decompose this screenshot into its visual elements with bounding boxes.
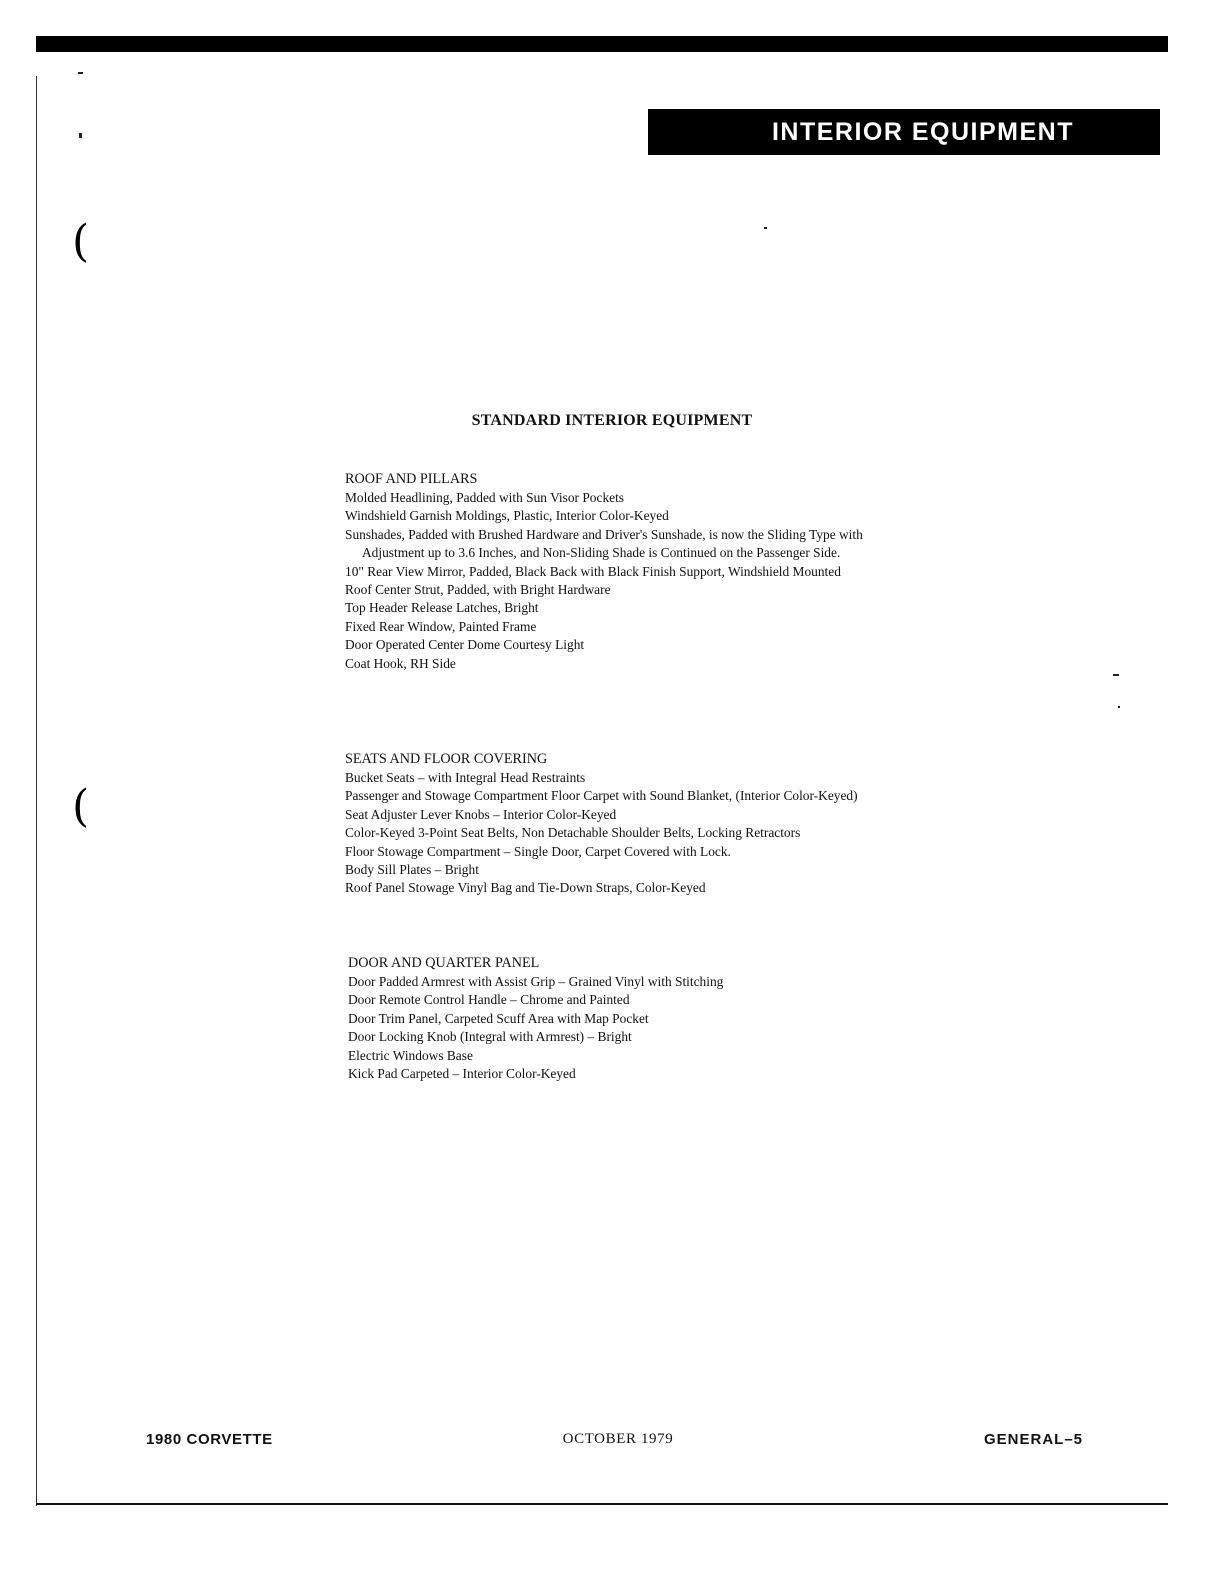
section-roof-and-pillars [345, 470, 945, 673]
section-header-banner [648, 109, 1160, 155]
left-margin-rule [36, 76, 37, 1506]
list-item: Roof Panel Stowage Vinyl Bag and Tie-Down Straps, Color-Keyed [345, 880, 706, 896]
section-door-and-quarter-panel [348, 954, 948, 1083]
list-item: Passenger and Stowage Compartment Floor Carpet with Sound Blanket, (Interior Color-Keyed) [345, 788, 858, 804]
top-border-bar [36, 36, 1168, 52]
list-item: 10" Rear View Mirror, Padded, Black Back with Black Finish Support, Windshield Mounted [345, 563, 841, 579]
list-item: Door Remote Control Handle – Chrome and Painted [348, 992, 630, 1008]
bottom-border-rule [36, 1503, 1168, 1505]
list-item: Roof Center Strut, Padded, with Bright Hardware [345, 582, 611, 598]
list-item: Seat Adjuster Lever Knobs – Interior Color-Keyed [345, 806, 617, 822]
list-item: Top Header Release Latches, Bright [345, 600, 539, 616]
list-item: Sunshades, Padded with Brushed Hardware and Driver's Sunshade, is now the Sliding Type with Adjustment up to 3.6 Inches, and Non-Sliding Shade is Continued on the Passenger Side. [345, 526, 863, 561]
list-item: Coat Hook, RH Side [345, 655, 456, 671]
list-item: Door Operated Center Dome Courtesy Light [345, 637, 585, 653]
list-item: Bucket Seats – with Integral Head Restraints [345, 770, 586, 785]
list-item: Floor Stowage Compartment – Single Door, Carpet Covered with Lock. [345, 843, 731, 859]
section-heading: ROOF AND PILLARS [345, 471, 478, 487]
scan-speck [1118, 706, 1120, 708]
header-title: INTERIOR EQUIPMENT [771, 118, 1074, 146]
footer-date: OCTOBER 1979 [562, 1431, 674, 1447]
footer-page-number: GENERAL–5 [984, 1431, 1084, 1448]
scan-speck [79, 133, 82, 138]
list-item: Windshield Garnish Moldings, Plastic, Interior Color-Keyed [345, 508, 669, 524]
list-item: Color-Keyed 3-Point Seat Belts, Non Detachable Shoulder Belts, Locking Retractors [345, 825, 801, 841]
scan-speck [764, 227, 767, 229]
binder-hole-mark: ( [72, 216, 90, 267]
section-seats-and-floor-covering [345, 750, 945, 898]
list-item: Door Padded Armrest with Assist Grip – Grained Vinyl with Stitching [348, 974, 724, 989]
list-item: Electric Windows Base [348, 1047, 473, 1063]
list-item: Body Sill Plates – Bright [345, 862, 479, 878]
page-title: STANDARD INTERIOR EQUIPMENT [471, 412, 753, 429]
scan-speck [1113, 674, 1119, 676]
list-item: Door Trim Panel, Carpeted Scuff Area with Map Pocket [348, 1010, 649, 1026]
section-heading: SEATS AND FLOOR COVERING [345, 751, 548, 767]
scan-speck [78, 72, 83, 74]
list-item: Door Locking Knob (Integral with Armrest) – Bright [348, 1029, 632, 1045]
binder-hole-mark: ( [72, 781, 90, 832]
section-heading: DOOR AND QUARTER PANEL [348, 955, 540, 971]
footer-model-label: 1980 CORVETTE [146, 1431, 273, 1448]
list-item: Kick Pad Carpeted – Interior Color-Keyed [348, 1066, 576, 1082]
list-item: Molded Headlining, Padded with Sun Visor Pockets [345, 490, 625, 505]
list-item: Fixed Rear Window, Painted Frame [345, 618, 537, 634]
